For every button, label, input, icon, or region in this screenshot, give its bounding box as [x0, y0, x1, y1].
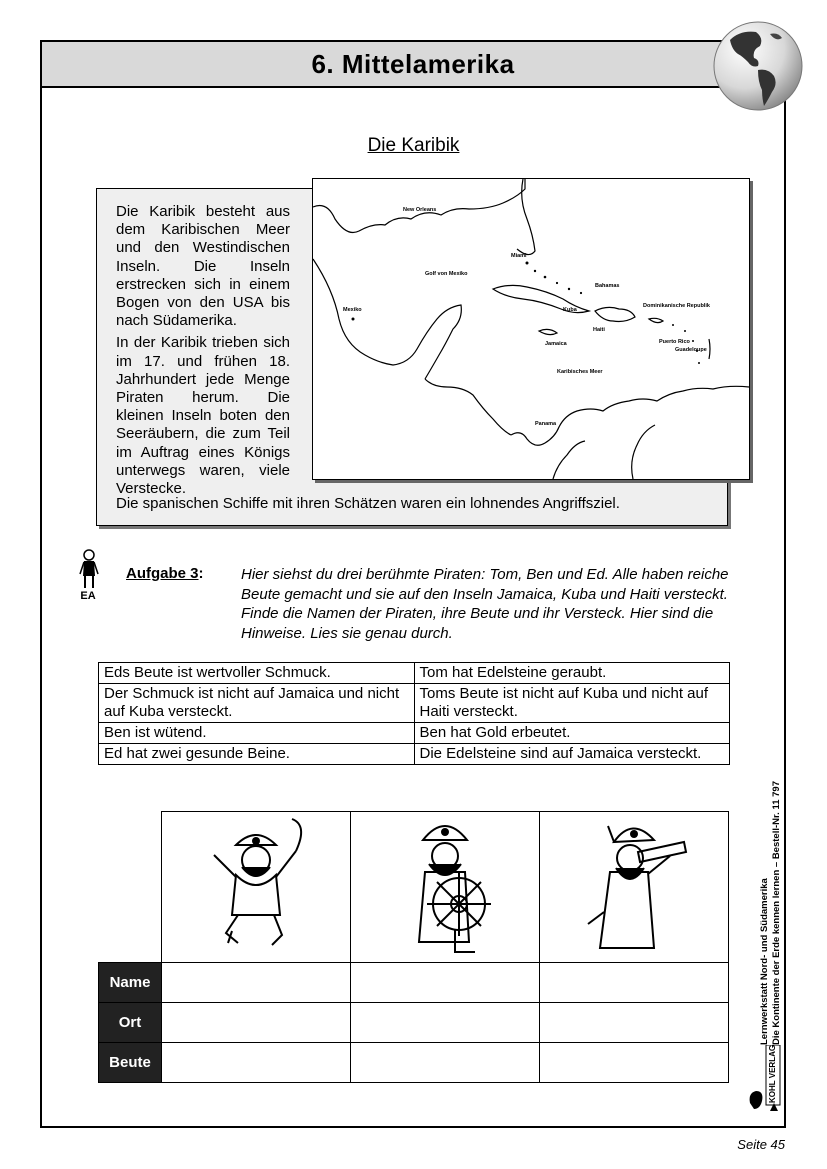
answer-cell[interactable]: [539, 1002, 729, 1043]
chapter-title: 6. Mittelamerika: [311, 48, 515, 79]
hint-cell: Ben ist wütend.: [99, 723, 415, 744]
answer-cell[interactable]: [350, 1002, 540, 1043]
sidebar-series-title: Lernwerkstatt Nord- und Südamerika: [759, 878, 770, 1045]
answer-cell[interactable]: [161, 1002, 351, 1043]
map-label-dominican-republic: Dominikanische Republik: [643, 303, 710, 309]
pirate-tom-illustration: [574, 812, 694, 962]
hint-cell: Toms Beute ist nicht auf Kuba und nicht auf Haiti versteckt.: [414, 684, 730, 723]
map-label-guadeloupe: Guadeloupe: [675, 347, 707, 353]
hint-row: [99, 663, 730, 684]
hint-cell: Der Schmuck ist nicht auf Jamaica und nicht auf Kuba versteckt.: [99, 684, 415, 723]
map-label-panama: Panama: [535, 421, 557, 427]
map-label-jamaica: Jamaica: [545, 341, 567, 347]
hint-cell: Ed hat zwei gesunde Beine.: [99, 744, 415, 765]
hint-row: [99, 723, 730, 744]
publisher-logo-text: KOHL VERLAG: [768, 1044, 777, 1103]
answer-cell[interactable]: [161, 1042, 351, 1083]
info-paragraph-2: In der Karibik trieben sich im 17. und frühen 18. Jahrhundert jede Menge Piraten herum. Die kleinen Inseln boten den Seeräubern, die zum Teil im Auftrag eines Königs unterwegs waren, viele Verstecke.: [116, 334, 290, 498]
hint-cell: Ben hat Gold erbeutet.: [414, 723, 730, 744]
map-label-new-orleans: New Orleans: [403, 207, 437, 213]
hint-cell: Tom hat Edelsteine geraubt.: [414, 663, 730, 684]
info-paragraph-tail: Die spanischen Schiffe mit ihren Schätzen waren ein lohnendes Angriffsziel.: [116, 495, 620, 512]
hints-table: [98, 662, 730, 765]
caribbean-map: [312, 178, 750, 480]
sidebar-book-title: Die Kontinente der Erde kennen lernen – Bestell-Nr. 11 797: [771, 781, 782, 1045]
page-number: Seite 45: [737, 1137, 785, 1152]
map-label-caribbean-sea: Karibisches Meer: [557, 369, 603, 375]
publisher-sidebar: [745, 745, 795, 1045]
map-label-bahamas: Bahamas: [595, 283, 620, 289]
grid-row-header: Beute: [98, 1042, 162, 1083]
map-label-puerto-rico: Puerto Rico: [659, 339, 690, 345]
hint-cell: Die Edelsteine sind auf Jamaica versteckt.: [414, 744, 730, 765]
pirate-picture-cell: [161, 811, 351, 963]
hint-cell: Eds Beute ist wertvoller Schmuck.: [99, 663, 415, 684]
grid-row-header: Ort: [98, 1002, 162, 1043]
pirate-picture-cell: [350, 811, 540, 963]
map-label-mexico: Mexiko: [343, 307, 362, 313]
map-label-haiti: Haiti: [593, 327, 605, 333]
answer-cell[interactable]: [539, 962, 729, 1003]
pirate-picture-cell: [539, 811, 729, 963]
publisher-logo: [744, 1045, 784, 1115]
ea-badge: EA: [80, 590, 96, 602]
info-paragraph-1: Die Karibik besteht aus dem Karibischen Meer und den Westindischen Inseln. Die Inseln erstrecken sich in einem Bogen von den USA bis nach Südamerika.: [116, 203, 290, 330]
pirate-ed-illustration: [385, 812, 505, 962]
answer-cell[interactable]: [161, 962, 351, 1003]
info-text: [116, 203, 290, 502]
section-subtitle: Die Karibik: [367, 135, 460, 156]
hint-row: [99, 684, 730, 723]
globe-icon: [712, 20, 804, 112]
hint-row: [99, 744, 730, 765]
answer-cell[interactable]: [350, 962, 540, 1003]
task-label: Aufgabe 3:: [126, 565, 204, 582]
answer-cell[interactable]: [350, 1042, 540, 1083]
answer-cell[interactable]: [539, 1042, 729, 1083]
pirate-ben-illustration: [196, 815, 316, 960]
chapter-title-bar: [40, 40, 786, 88]
map-label-miami: Miami: [511, 253, 527, 259]
grid-row-header: Name: [98, 962, 162, 1003]
map-label-gulf-of-mexico: Golf von Mexiko: [425, 271, 468, 277]
map-label-cuba: Kuba: [563, 307, 577, 313]
task-instructions: Hier siehst du drei berühmte Piraten: Tom, Ben und Ed. Alle haben reiche Beute gemacht und sie auf den Inseln Jamaica, Kuba und Haiti versteckt. Finde die Namen der Piraten, ihre Beute und ihr Versteck. Hier sind die Hinweise. Lies sie genau durch.: [241, 566, 729, 642]
